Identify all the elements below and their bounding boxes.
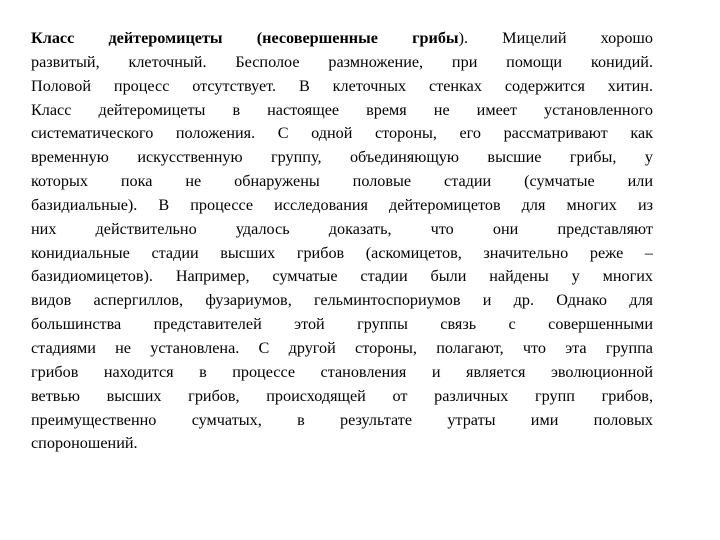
section-heading: Класс дейтеромицеты (несовершенные грибы <box>31 29 459 47</box>
text-line: преимущественно сумчатых, в результате утраты ими половых <box>31 410 653 429</box>
body-paragraph <box>31 27 653 456</box>
text-line: конидиальные стадии высших грибов (аскомицетов, значительно реже – <box>31 243 653 262</box>
text-line: Класс дейтеромицеты в настоящее время не имеет установленного <box>31 100 653 119</box>
text-line: развитый, клеточный. Бесполое размножение, при помощи конидий. <box>31 52 653 71</box>
text-line: стадиями не установлена. С другой стороны, полагают, что эта группа <box>31 338 653 357</box>
text-line: них действительно удалось доказать, что они представляют <box>31 219 653 238</box>
text-line: которых пока не обнаружены половые стадии (сумчатые или <box>31 172 653 191</box>
text-line: ветвью высших грибов, происходящей от различных групп грибов, <box>31 386 653 405</box>
text-line: временную искусственную группу, объединяющую высшие грибы, у <box>31 148 653 167</box>
text-line: большинства представителей этой группы связь с совершенными <box>31 315 653 334</box>
text-line: базидиомицетов). Например, сумчатые стадии были найдены у многих <box>31 267 653 286</box>
text-line: Половой процесс отсутствует. В клеточных стенках содержится хитин. <box>31 76 653 95</box>
line-text: ). Мицелий хорошо <box>458 29 653 47</box>
text-line: грибов находится в процессе становления и является эволюционной <box>31 362 653 381</box>
text-line: базидиальные). В процессе исследования дейтеромицетов для многих из <box>31 195 653 214</box>
text-line: спороношений. <box>31 434 138 453</box>
text-line <box>31 27 653 51</box>
text-line: систематического положения. С одной стороны, его рассматривают как <box>31 124 653 143</box>
text-line: видов аспергиллов, фузариумов, гельминтоспориумов и др. Однако для <box>31 291 653 310</box>
